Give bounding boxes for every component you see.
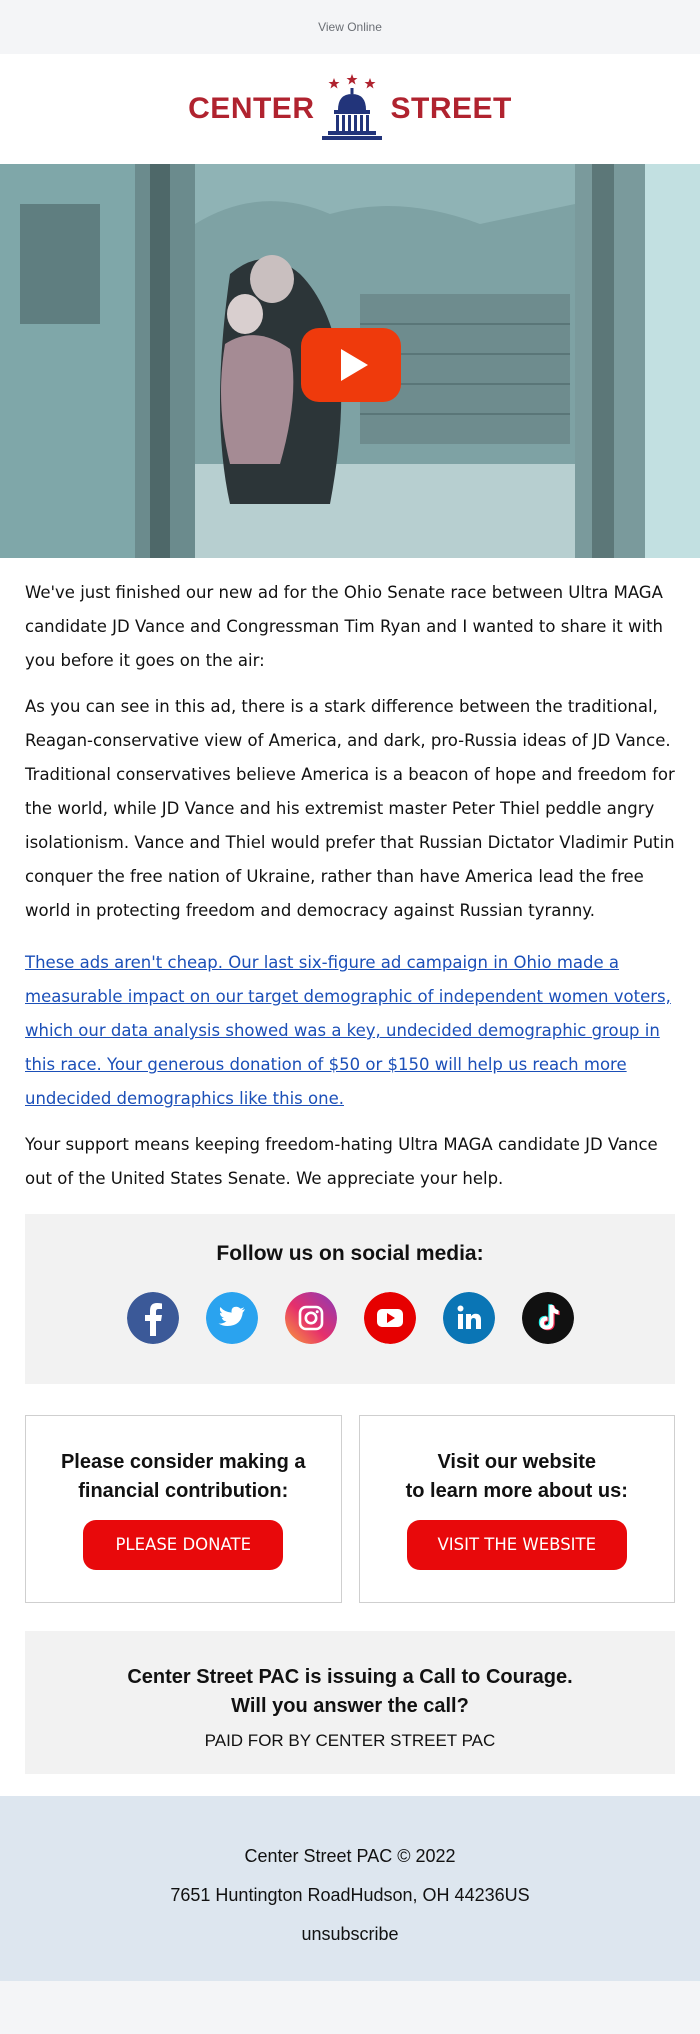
call-to-courage-title: Center Street PAC is issuing a Call to Courage. Will you answer the call? — [127, 1666, 573, 1717]
capitol-dome-icon — [320, 74, 384, 144]
twitter-icon[interactable] — [206, 1292, 258, 1344]
intro-paragraph: We've just finished our new ad for the Ohio Senate race between Ultra MAGA candidate JD Vance and Congressman Tim Ryan and I wanted to share it with you before it goes on the air: — [25, 583, 664, 670]
linkedin-icon[interactable] — [443, 1292, 495, 1344]
paid-for-disclaimer: PAID FOR BY CENTER STREET PAC — [204, 1731, 496, 1750]
social-icons-row — [25, 1292, 675, 1344]
header — [0, 54, 700, 164]
tiktok-icon[interactable] — [522, 1292, 574, 1344]
logo-text-right: STREET — [390, 92, 512, 125]
visit-website-button[interactable]: VISIT THE WEBSITE — [407, 1520, 627, 1570]
youtube-icon[interactable] — [364, 1292, 416, 1344]
donation-appeal-link[interactable]: These ads aren't cheap. Our last six-figure ad campaign in Ohio made a measurable impact on our target demographic of independent women voters, which our data analysis showed was a key, undecided demographic group in this race. Your generous donation of $50 or $150 will help us reach more undecided demographics like this one. — [25, 953, 671, 1108]
email-body — [0, 558, 700, 1796]
top-bar — [0, 0, 700, 54]
facebook-icon[interactable] — [127, 1292, 179, 1344]
unsubscribe-link[interactable]: unsubscribe — [301, 1924, 399, 1944]
donate-card — [25, 1415, 342, 1603]
website-card — [359, 1415, 676, 1603]
play-button[interactable] — [301, 328, 401, 402]
view-online-link[interactable]: View Online — [318, 20, 382, 34]
footer — [0, 1796, 700, 1981]
ad-description-paragraph: As you can see in this ad, there is a stark difference between the traditional, Reagan-conservative view of America, and dark, pro-Russia ideas of JD Vance. Traditional conservatives believe America is a beacon of hope and freedom for the world, while JD Vance and his extremist master Peter Thiel peddle angry isolationism. Vance and Thiel would prefer that Russian Dictator Vladimir Putin conquer the free nation of Ukraine, rather than have America lead the free world in protecting freedom and democracy against Russian tyranny. — [25, 697, 675, 920]
call-to-courage-section — [25, 1631, 675, 1774]
cta-cards — [25, 1415, 675, 1603]
please-donate-button[interactable]: PLEASE DONATE — [83, 1520, 283, 1570]
logo-text-left: CENTER — [188, 92, 315, 125]
social-title: Follow us on social media: — [216, 1242, 484, 1265]
footer-copyright: Center Street PAC © 2022 — [244, 1846, 456, 1866]
support-paragraph: Your support means keeping freedom-hating Ultra MAGA candidate JD Vance out of the United States Senate. We appreciate your help. — [25, 1135, 658, 1188]
donate-card-title: Please consider making a financial contribution: — [60, 1451, 306, 1502]
website-card-title: Visit our website to learn more about us: — [405, 1451, 628, 1502]
footer-address: 7651 Huntington RoadHudson, OH 44236US — [170, 1885, 530, 1905]
video-thumbnail[interactable] — [0, 164, 700, 558]
center-street-logo[interactable] — [188, 74, 512, 144]
instagram-icon[interactable] — [285, 1292, 337, 1344]
social-media-section — [25, 1214, 675, 1384]
